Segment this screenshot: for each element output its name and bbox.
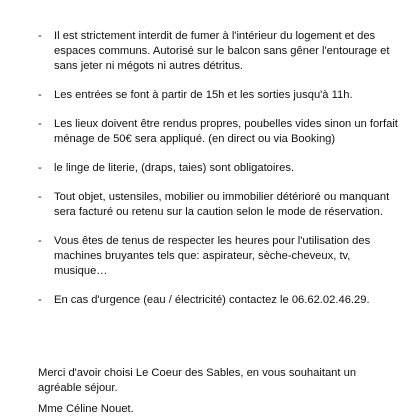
rule-text: Vous êtes de tenus de respecter les heures pour l'utilisation des machines bruyantes tels que: aspirateur, sèche-cheveux, tv, musique… (54, 235, 371, 277)
rule-item-no-smoking (38, 29, 400, 74)
rule-bullet: - (38, 30, 42, 42)
rule-text: le linge de literie, (draps, taies) sont obligatoires. (54, 162, 295, 174)
rule-bullet: - (38, 235, 42, 247)
rule-item-cleaning (38, 117, 400, 147)
rule-item-damages (38, 190, 400, 220)
rule-text: Tout objet, ustensiles, mobilier ou immobilier détérioré ou manquant sera facturé ou retenu sur la caution selon le mode de réservation. (54, 191, 390, 218)
rule-text: Les lieux doivent être rendus propres, poubelles vides sinon un forfait ménage de 50€ sera appliqué. (en direct ou via Booking) (54, 118, 398, 145)
rule-bullet: - (38, 162, 42, 174)
rule-item-emergency-contact (38, 293, 400, 308)
house-rules-list (38, 29, 400, 322)
rule-bullet: - (38, 89, 42, 101)
rule-text: Les entrées se font à partir de 15h et les sorties jusqu'à 11h. (54, 89, 353, 101)
rule-text: Il est strictement interdit de fumer à l'intérieur du logement et des espaces communs. Autorisé sur le balcon sans gêner l'entourage et sans jeter ni mégots ni autres détritus. (54, 30, 390, 72)
closing-message: Merci d'avoir choisi Le Coeur des Sables, en vous souhaitant un agréable séjour. (38, 367, 357, 394)
rule-item-bed-linen (38, 161, 400, 176)
rule-item-noise-hours (38, 234, 400, 279)
rule-bullet: - (38, 191, 42, 203)
rule-bullet: - (38, 118, 42, 130)
signature: Mme Céline Nouet. (38, 403, 134, 415)
rule-bullet: - (38, 294, 42, 306)
rule-text: En cas d'urgence (eau / électricité) contactez le 06.62.02.46.29. (54, 294, 370, 306)
rule-item-check-in-out (38, 88, 400, 103)
